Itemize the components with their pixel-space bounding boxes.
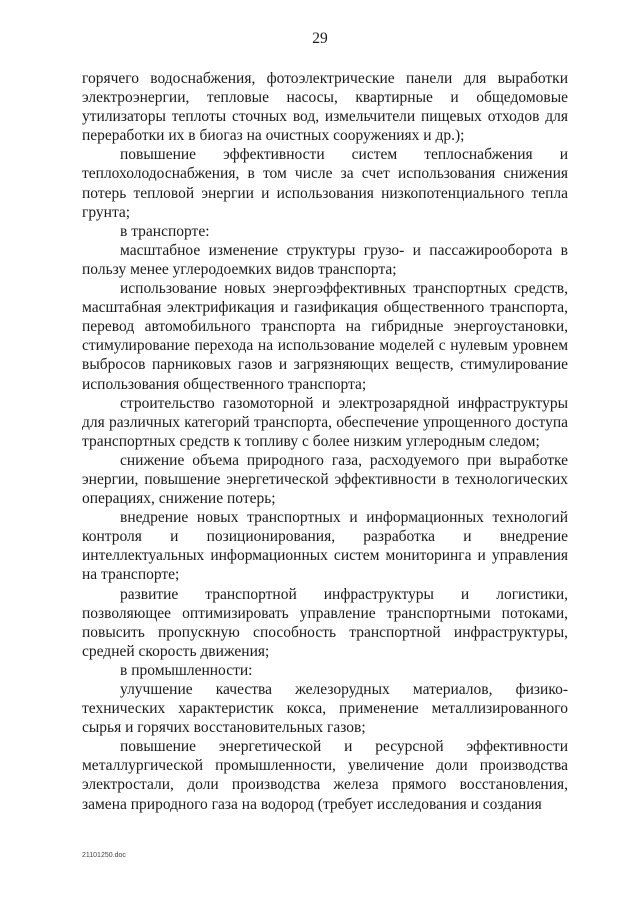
section-heading-industry: в промышленности: <box>120 661 253 679</box>
paragraph: снижение объема природного газа, расходуемого при выработке энергии, повышение энергетической эффективности в технологических операциях, снижение потерь; <box>82 451 568 508</box>
paragraph: повышение энергетической и ресурсной эффективности металлургической промышленности, увеличение доли производства электростали, доли производства железа прямого восстановления, замена природного газа на водород (требует исследования и создания <box>82 738 568 813</box>
page-number: 29 <box>312 30 328 47</box>
section-heading-transport: в транспорте: <box>120 222 210 240</box>
paragraph: развитие транспортной инфраструктуры и логистики, позволяющее оптимизировать управление транспортными потоками, повысить пропускную способность транспортной инфраструктуры, средней скорость движения; <box>82 585 568 660</box>
paragraph-continuation: горячего водоснабжения, фотоэлектрические панели для выработки электроэнергии, тепловые насосы, квартирные и общедомовые утилизаторы теплоты сточных вод, измельчители пищевых отходов для переработки их в биогаз на очистных сооружениях и др.); <box>82 70 568 145</box>
document-body <box>82 69 568 814</box>
paragraph: внедрение новых транспортных и информационных технологий контроля и позиционирования, разработка и внедрение интеллектуальных информационных систем мониторинга и управления на транспорте; <box>82 509 568 584</box>
paragraph: улучшение качества железорудных материалов, физико-технических характеристик кокса, применение металлизированного сырья и горячих восстановительных газов; <box>82 681 568 737</box>
document-filename: 21101250.doc <box>82 852 126 859</box>
paragraph: масштабное изменение структуры грузо- и пассажирооборота в пользу менее углеродоемких видов транспорта; <box>82 241 568 278</box>
paragraph: строительство газомоторной и электрозарядной инфраструктуры для различных категорий транспорта, обеспечение упрощенного доступа транспортных средств к топливу с более низким углеродным следом; <box>82 394 568 450</box>
paragraph: повышение эффективности систем теплоснабжения и теплохолодоснабжения, в том числе за счет использования снижения потерь тепловой энергии и использования низкопотенциального тепла грунта; <box>82 146 568 221</box>
paragraph: использование новых энергоэффективных транспортных средств, масштабная электрификация и газификация общественного транспорта, перевод автомобильного транспорта на гибридные энергоустановки, стимулирование перехода на использование моделей с нулевым уровнем выбросов парниковых газов и загрязняющих веществ, стимулирование использования общественного транспорта; <box>82 280 568 393</box>
